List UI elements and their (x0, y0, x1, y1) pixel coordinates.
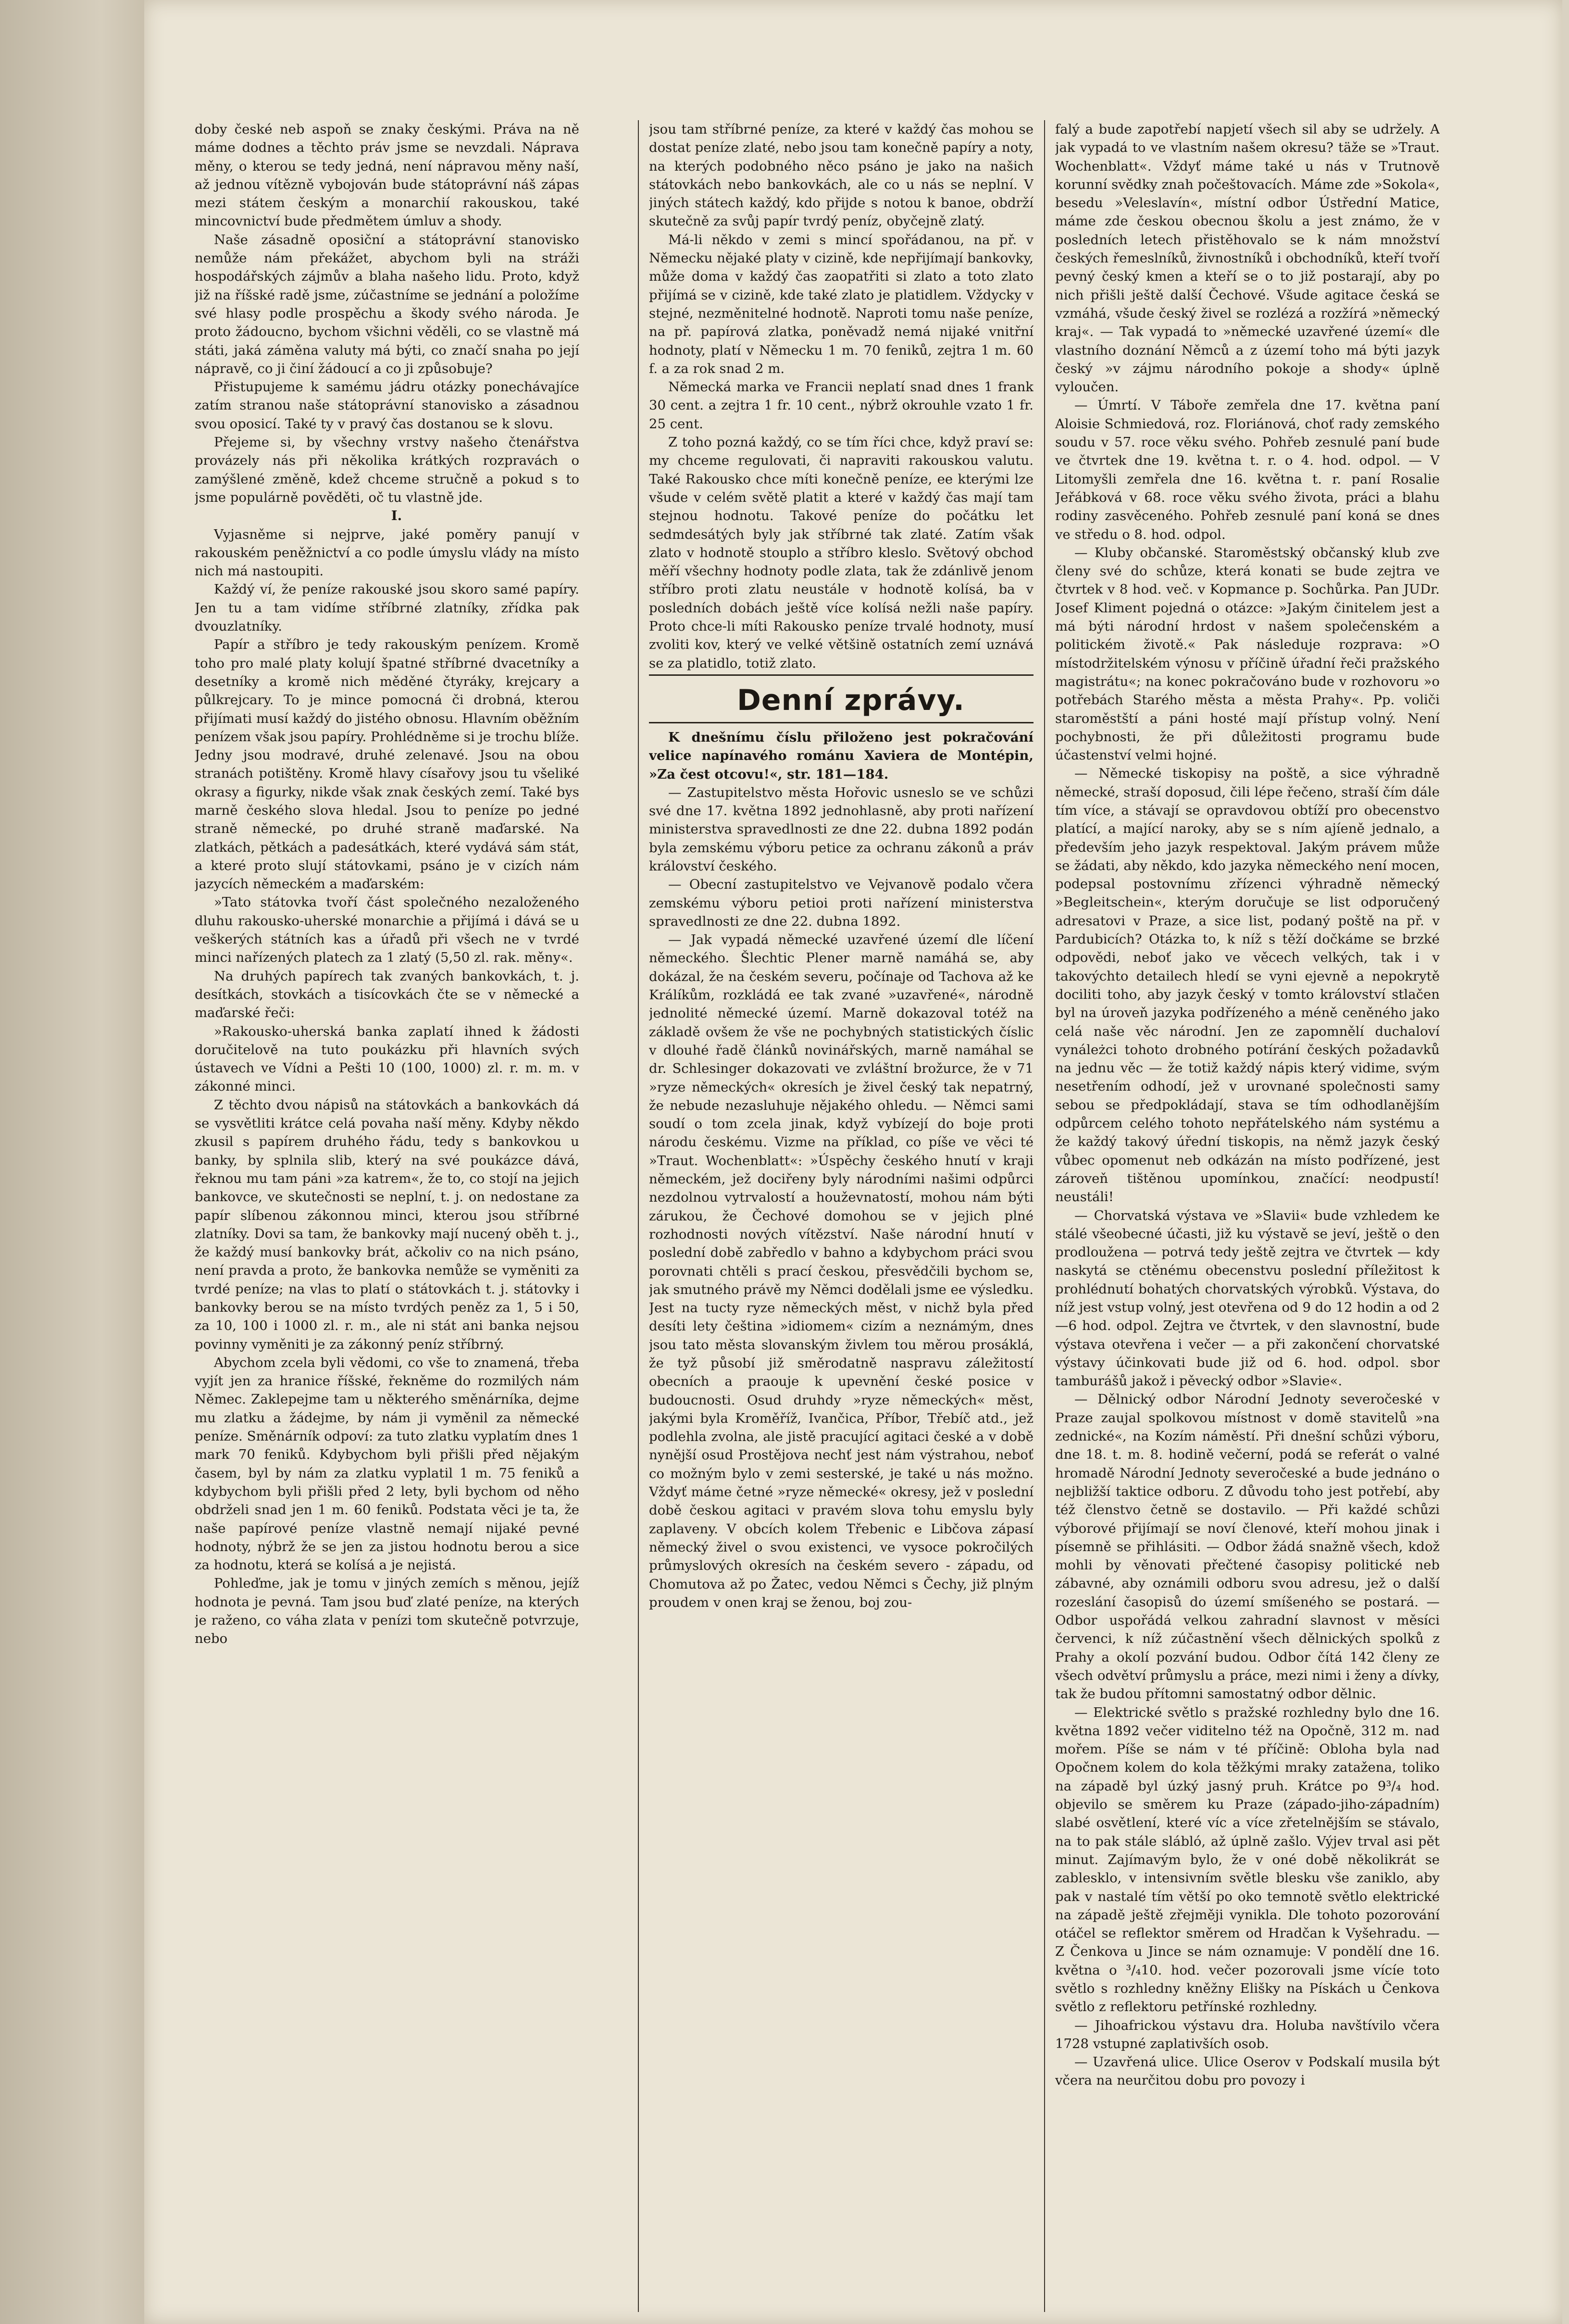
news-item: — Chorvatská výstava ve »Slavii« bude vzhledem ke stálé všeobecné účasti, již ku výstavě se jeví, ještě o den prodloužena — potrvá tedy ještě zejtra ve čtvrtek — kdy naskytá se ctěnému obecenstvu poslední příležitost k prohlédnutí bohatých chorvatských výrobků. Výstava, do níž jest vstup volný, jest otevřena od 9 do 12 hodin a od 2—6 hod. odpol. Zejtra ve čtvrtek, v den slavnostní, bude výstava otevřena i večer — a při zakončení chorvatské výstavy účinkovati bude již od 6. hod. odpol. sbor tamburášů jakož i pěvecký odbor »Slavie«. (1055, 1207, 1440, 1389)
paragraph: Abychom zcela byli vědomi, co vše to znamená, třeba vyjít jen za hranice říšské, řekněme do rozmilých nám Němec. Zaklepejme tam u některého směnárníka, dejme mu zlatku a žádejme, by nám ji vyměnil za německé peníze. Směnárník odpoví: za tuto zlatku vyplatím dnes 1 mark 70 feniků. Kdybychom byli přišli před nějakým časem, byl by nám za zlatku vyplatil 1 m. 75 feniků a kdybychom byli přišli před 2 lety, byli bychom od něho obdrželi snad jen 1 m. 60 feniků. Podstata věci je ta, že naše papírové peníze vlastně nemají nijaké pevné hodnoty, nýbrž že se jen za jistou hodnotu berou a sice za hodnotu, která se kolísá a je nejistá. (195, 1355, 579, 1573)
news-item: — Jak vypadá německé uzavřené území dle líčení německého. Šlechtic Plener marně namáhá se, aby dokázal, že na českém severu, počínaje od Tachova až ke Králíkům, rozkládá ee tak zvané »uzavřené«, národně jednolité německé území. Marně dokazoval totéž na základě ovšem že vše ne pochybných statistických číslic v dlouhé řadě článků novinářských, marně namáhal se dr. Schlesinger dokazovati ve zvláštní brožurce, že v 71 »ryze německých« okresích je živel český tak nepatrný, že nebude nezasluhuje nějakého ohledu. — Němci sami soudí o tom zcela jinak, když vybízejí do boje proti národu českému. Vizme na příklad, co píše ve věci té »Traut. Wochenblatt«: »Úspěchy českého hnutí v kraji německém, jež dociřeny byly národními našimi odpůrci nezdolnou vytrvalostí a houževnatostí, mohou nám býti zárukou, že Čechové domohou se v jejich plné rozhodnosti nových vítězství. Naše národní hnutí v poslední době zabředlo v bahno a kdybychom práci svou porovnati chtěli s prací českou, přesvědčili bychom se, jak smutného právě my Němci dodělali jsme ee výsledku. Jest na tucty ryze německých měst, v nichž byla před desíti lety čeština »idiomem« cizím a neznámým, dnes jsou tato města slovanským živlem tou měrou prosáklá, že tyž působí již směrodatně naspravu záležitostí obecních a praouje k upevnění české posice v budoucnosti. Osud druhdy »ryze německých« měst, jakými byla Kroměříž, Ivančica, Příbor, Třebíč atd., jež podlehla zvolna, ale jistě pracující agitaci české a v době nynější osud Prostějova nechť jest nám výstrahou, neboť co možným bylo v zemi sesterské, je také u nás možno. Vždyť máme četné »ryze německé« okresy, jež v poslední době českou agitaci v pravém slova tohu emyslu byly zaplaveny. V obcích kolem Třebenic e Libčova zápasí německý živel o svou existenci, ve vysoce pokročilých průmyslových okresích na českém severo - západu, od Chomutova až po Žatec, vedou Němci s Čechy, již plným proudem v onen kraj se ženou, boj zou- (649, 932, 1034, 1610)
paragraph: Papír a stříbro je tedy rakouským penízem. Kromě toho pro malé platy kolují špatné stříbrné dvacetníky a desetníky a kromě nich měděné čtyráky, krejcary a půlkrejcary. To je mince pomocná či drobná, kterou přijímati musí každý do jistého obnosu. Hlavním oběžním penízem však jsou papíry. Prohlédněme si je trochu blíže. Jedny jsou modravé, druhé zelenavé. Jsou na obou stranách potištěny. Kromě hlavy císařovy jsou tu všeliké okrasy a figurky, nikde však znak českých zemí. Také bys marně českého slova hledal. Jsou to peníze po jedné straně německé, po druhé straně maďarské. Na zlatkách, pětkách a padesátkách, které vydává sám stát, a které proto slují státovkami, psáno je v cizích nám jazycích německém a maďarském: (195, 637, 579, 892)
paragraph: Přistupujeme k samému jádru otázky ponechávajíce zatím stranou naše státoprávní stanovisko a zásadnou svou oposicí. Také ty v pravý čas dostanou se k slovu. (195, 379, 579, 432)
paragraph: Z těchto dvou nápisů na státovkách a bankovkách dá se vysvětliti krátce celá povaha naší měny. Kdyby někdo zkusil s papírem druhého řádu, tedy s bankovkou u banky, by splnila slib, který na své poukázce dává, řeknou mu tam páni »za katrem«, že to, co stojí na jejich bankovce, ve skutečnosti se neplní, t. j. on nedostane za papír slíbenou zákonnou minci, kterou jsou stříbrné zlatníky. Dovi sa tam, že bankovky mají nucený oběh t. j., že každý musí bankovky brát, ačkoliv co na nich psáno, není pravda a proto, že bankovka nemůže se vyměniti za tvrdé peníze; na vlas to platí o státovkách t. j. státovky i bankovky berou se na místo tvrdých peněz za 1, 5 i 50, za 10, 100 i 1000 zl. r. m., ale ni stát ani banka nejsou povinny vyměniti je za zákonný peníz stříbrný. (195, 1097, 579, 1352)
paragraph: Naše zásadně oposiční a státoprávní stanovisko nemůže nám překážet, abychom byli na stráži hospodářských zájmův a blaha našeho lidu. Proto, když již na říšské radě jsme, zúčastníme se jednání a položíme své hlasy podle prospěchu a škody svého národa. Je proto žádoucno, bychom všichni věděli, co se vlastně má státi, jaká záměna valuty má býti, co značí snaha po její nápravě, co ji činí žádoucí a co ji způsobuje? (195, 232, 579, 376)
column-3 (1055, 120, 1440, 2312)
column-1 (195, 120, 579, 2312)
headline-rule (649, 722, 1034, 723)
news-item: — Dělnický odbor Národní Jednoty severočeské v Praze zaujal spolkovou místnost v domě stavitelů »na zednické«, na Kozím náměstí. Při dnešní schůzi výboru, dne 18. t. m. 8. hodině večerní, podá se referát o valné hromadě Národní Jednoty severočeské a bude jednáno o nejbližší taktice odboru. Z důvodu toho jest potřebí, aby též členstvo četně se dostavilo. — Při každé schůzi výborové přijímají se noví členové, kteří mohou jinak i písemně se přihlásiti. — Odbor žádá snažně všech, kdož mohli by věnovati přečtené časopisy politické neb zábavné, aby oznámili odboru svou adresu, jež o další rozeslání časopisů do území smíšeného se postará. — Odbor uspořádá velkou zahradní slavnost v měsíci červenci, k níž zúčastnění všech dělnických spolků z Prahy a okolí pozvání budou. Odbor čítá 142 členy ze všech odvětví průmyslu a práce, mezi nimi i ženy a dívky, tak že budou přítomni samostatný odbor dělnic. (1055, 1392, 1440, 1702)
supplement-notice: K dnešnímu číslu přiloženo jest pokračování velice napínavého románu Xaviera de Montépin, »Za čest otcovu!«, str. 181—184. (649, 729, 1034, 782)
section-headline: Denní zprávy. (737, 683, 965, 717)
paragraph: Přejeme si, by všechny vrstvy našeho čtenářstva provázely nás při několika krátkých rozpravách o zamýšlené změně, kdež chceme stručně a pokud s to jsme populárně pověděti, oč tu vlastně jde. (195, 435, 579, 505)
section-numeral: I. (391, 508, 402, 524)
column-rule (1044, 120, 1045, 2312)
paragraph: Z toho pozná každý, co se tím říci chce, když praví se: my chceme regulovati, či napraviti rakouskou valutu. Také Rakousko chce míti konečně peníze, ee kterými lze všude v celém světě platit a které v každý čas mají tam stejnou hodnotu. Takové peníze do počátku let sedmdesátých byly jak stříbrné tak zlaté. Zatím však zlato v hodnotě stouplo a stříbro kleslo. Světový obchod měří všechny hodnoty podle zlata, tak že zdánlivě jenom stříbro proti zlatu neustále v hodnotě kolísá, ba v posledních dobách ještě více kolísá nežli naše papíry. Proto chce-li míti Rakousko peníze trvalé hodnoty, musí zvoliti kov, který ve velké většině ostatních zemí uznává se za platidlo, totiž zlato. (649, 435, 1034, 671)
paragraph: jsou tam stříbrné peníze, za které v každý čas mohou se dostat peníze zlaté, nebo jsou tam konečně papíry a noty, na kterých podobného něco psáno je jako na našich státovkách nebo bankovkách, ale co u nás se neplní. V jiných státech každý, kdo přijde s notou k banoe, obdrží skutečně za svůj papír tvrdý peníz, obyčejně zlatý. (649, 122, 1034, 229)
news-item: — Uzavřená ulice. Ulice Oserov v Podskalí musila být včera na neurčitou dobu pro povozy i (1055, 2054, 1440, 2088)
news-item: — Úmrtí. V Táboře zemřela dne 17. května paní Aloisie Schmiedová, roz. Floriánová, choť rady zemského soudu v 57. roce věku svého. Pohřeb zesnulé paní bude ve čtvrtek dne 19. května t. r. o 4. hod. odpol. — V Litomyšli zemřela dne 16. května t. r. paní Rosalie Jeřábková v 68. roce věku svého života, práci a blahu rodiny zasvěceného. Pohřeb zesnulé paní koná se dnes ve středu o 8. hod. odpol. (1055, 398, 1440, 542)
news-item: — Zastupitelstvo města Hořovic usneslo se ve schůzi své dne 17. května 1892 jednohlasně, aby proti nařízení ministerstva spravedlnosti ze dne 22. dubna 1892 podán byla zemskému výboru petice za ochranu zákonů a práv království českého. (649, 784, 1034, 874)
column-2 (649, 120, 1034, 2312)
paragraph: Má-li někdo v zemi s mincí spořádanou, na př. v Německu nějaké platy v cizině, kde nepřijímají bankovky, může doma v každý čas zaopatřiti si zlato a toto zlato přijímá se v cizině, kde také zlato je platidlem. Vždycky v stejné, nezměnitelné hodnotě. Naproti tomu naše peníze, na př. papírová zlatka, poněvadž nemá nijaké vnitřní hodnoty, platí v Německu 1 m. 70 feniků, zejtra 1 m. 60 f. a za rok snad 2 m. (649, 232, 1034, 376)
paragraph: doby české neb aspoň se znaky českými. Práva na ně máme dodnes a těchto práv jsme se nevzdali. Náprava měny, o kterou se tedy jedná, není nápravou měny naší, až jednou vítězně vybojován bude státoprávní náš zápas mezi státem českým a monarchií rakouskou, také mincovnictví bude předmětem úmluv a shody. (195, 122, 579, 229)
news-item: — Německé tiskopisy na poště, a sice výhradně německé, straší doposud, čili lépe řečeno, straší čím dále tím více, a stávají se opravdovou obtíží pro obecenstvo platící, a mající naroky, aby se s ním ajíeně jednalo, a především jeho jazyk respektoval. Jakým právem může se žádati, aby někdo, kdo jazyka německého není mocen, podepsal postovnímu zřízenci výhradně německý »Begleitschein«, kterým doručuje se list odporučený adresatovi v Praze, a sice list, podaný poště na př. v Pardubicích? Otázka to, k níž s těží dočkáme se brzké odpovědi, neboť jako ve věcech velkých, tak i v takovýchto detailech hledí se vyni ejevně a nepokrytě dociliti toho, aby jazyk český v tomto království stlačen byl na úroveň jazyka podřízeného a méně ceněného jako celá naše věc národní. Jen ze zapomnělí duchaloví vynáleżci tohoto drobného potírání českých požadavků na jednu věc — že totiž každý nápis který vidime, svým nesetřením odhodí, jež v urovnané společnosti samy sebou se předpokládají, stava se tím odhodlanějším odpůrcem celého tohoto nepřátelského nám systému a že každý takový úřední tiskopis, na němž jazyk český vůbec opomenut neb odkázán na místo podřízené, jest zároveň tištěnou upomínkou, značící: neodpustí! neustáli! (1055, 766, 1440, 1205)
quote-paragraph: »Rakousko-uherská banka zaplatí ihned k žádosti doručitelově na tuto poukázku při hlavních svých ústavech ve Vídni a Pešti 10 (100, 1000) zl. r. m. m. v zákonné minci. (195, 1023, 579, 1094)
headline-rule (649, 674, 1034, 676)
paragraph: Každý ví, že peníze rakouské jsou skoro samé papíry. Jen tu a tam vidíme stříbrné zlatníky, zřídka pak dvouzlatníky. (195, 582, 579, 634)
binding-margin (0, 0, 144, 2324)
paragraph: Německá marka ve Francii neplatí snad dnes 1 frank 30 cent. a zejtra 1 fr. 10 cent., nýbrž okrouhle vzato 1 fr. 25 cent. (649, 379, 1034, 432)
paragraph: Vyjasněme si nejprve, jaké poměry panují v rakouském peněžnictví a co podle úmyslu vlády na místo nich má nastoupiti. (195, 526, 579, 579)
paragraph: Pohleďme, jak je tomu v jiných zemích s měnou, jejíž hodnota je pevná. Tam jsou buď zlaté peníze, na kterých je raženo, co váha zlata v penízi tom skutečně potvrzuje, nebo (195, 1576, 579, 1647)
news-item: — Kluby občanské. Staroměstský občanský klub zve členy své do schůze, která konati se bude zejtra ve čtvrtek v 8 hod. več. v Kopmance p. Sochůrka. Pan JUDr. Josef Kliment pojedná o otázce: »Jakým činitelem jest a má býti národní hrdost v našem společenském a politickém životě.« Pak následuje rozprava: »O místodržitelském výnosu v příčině úřadní řeči pražského magistrátu«; na konec pokračováno bude v rozhovoru »o potřebách Starého města a města Prahy«. Pp. voliči staroměstští a páni hosté mají přístup volný. Není pochybnosti, že při důležitosti programu bude účastenství velmi hojné. (1055, 545, 1440, 763)
news-item: — Jihoafrickou výstavu dra. Holuba navštívilo včera 1728 vstupné zaplativších osob. (1055, 2017, 1440, 2051)
paragraph: falý a bude zapotřebí napjetí všech sil aby se udržely. A jak vypadá to ve vlastním našem okresu? täže se »Traut. Wochenblatt«. Vždyť máme také u nás v Trutnově korunní svědky znah počeštovacích. Máme zde »Sokola«, besedu »Veleslavín«, místní odbor Ústřední Matice, máme zde českou obecnou školu a jest známo, že v posledních letech přistěhovalo se k nám množství českých řemeslníků, živnostníků i obchodníků, kteří tvoří pevný český kmen a kteří se o to již postarají, aby po nich přišli ještě další Čechové. Všude agitace česká se vzmáhá, všude český živel se rozlézá a rozžírá »německý kraj«. — Tak vypadá to »německé uzavřené území« dle vlastního doznání Němců a z území toho má býti jazyk český »v zájmu národního pokoje a shody« úplně vyloučen. (1055, 122, 1440, 395)
paragraph: Na druhých papírech tak zvaných bankovkách, t. j. desítkách, stovkách a tisícovkách čte se v německé a maďarské řeči: (195, 968, 579, 1021)
column-rule (638, 120, 639, 2312)
quote-paragraph: »Tato státovka tvoří část společného nezaloženého dluhu rakousko-uherské monarchie a přijímá i dává se u veškerých státních kas a úřadů při všech ne v tvrdé minci nařízených platech za 1 zlatý (5,50 zl. rak. měny«. (195, 895, 579, 966)
news-item: — Elektrické světlo s pražské rozhledny bylo dne 16. května 1892 večer viditelno též na Opočně, 312 m. nad mořem. Píše se nám v té příčině: Obloha byla nad Opočnem kolem do kola těžkými mraky zatažena, toliko na západě byl úzký jasný pruh. Krátce po 9³/₄ hod. objevilo se směrem ku Praze (západo-jiho-západním) slabé osvětlení, které víc a více zřetelnějším se stávalo, na to pak stále slábló, až úplně zašlo. Výjev trval asi pět minut. Zajímavým bylo, že v oné době několikrát se zablesklo, v intensivním světle blesku vše zaniklo, aby pak v nastalé tím větší po oko temnotě světlo elektrické na západě ještě zřejměji vynikla. Dle tohoto pozorování otáčel se reflektor směrem od Hradčan k Vyšehradu. — Z Čenkova u Jince se nám oznamuje: V pondělí dne 16. května o ³/₄10. hod. večer pozorovali jsme vícíe toto světlo s rozhledny kněžny Elišky na Pískách u Čenkova světlo z reflektoru petřínské rozhledny. (1055, 1704, 1440, 2015)
news-item: — Obecní zastupitelstvo ve Vejvanově podalo včera zemskému výboru petioi proti nařízení ministerstva spravedlnosti ze dne 22. dubna 1892. (649, 877, 1034, 929)
